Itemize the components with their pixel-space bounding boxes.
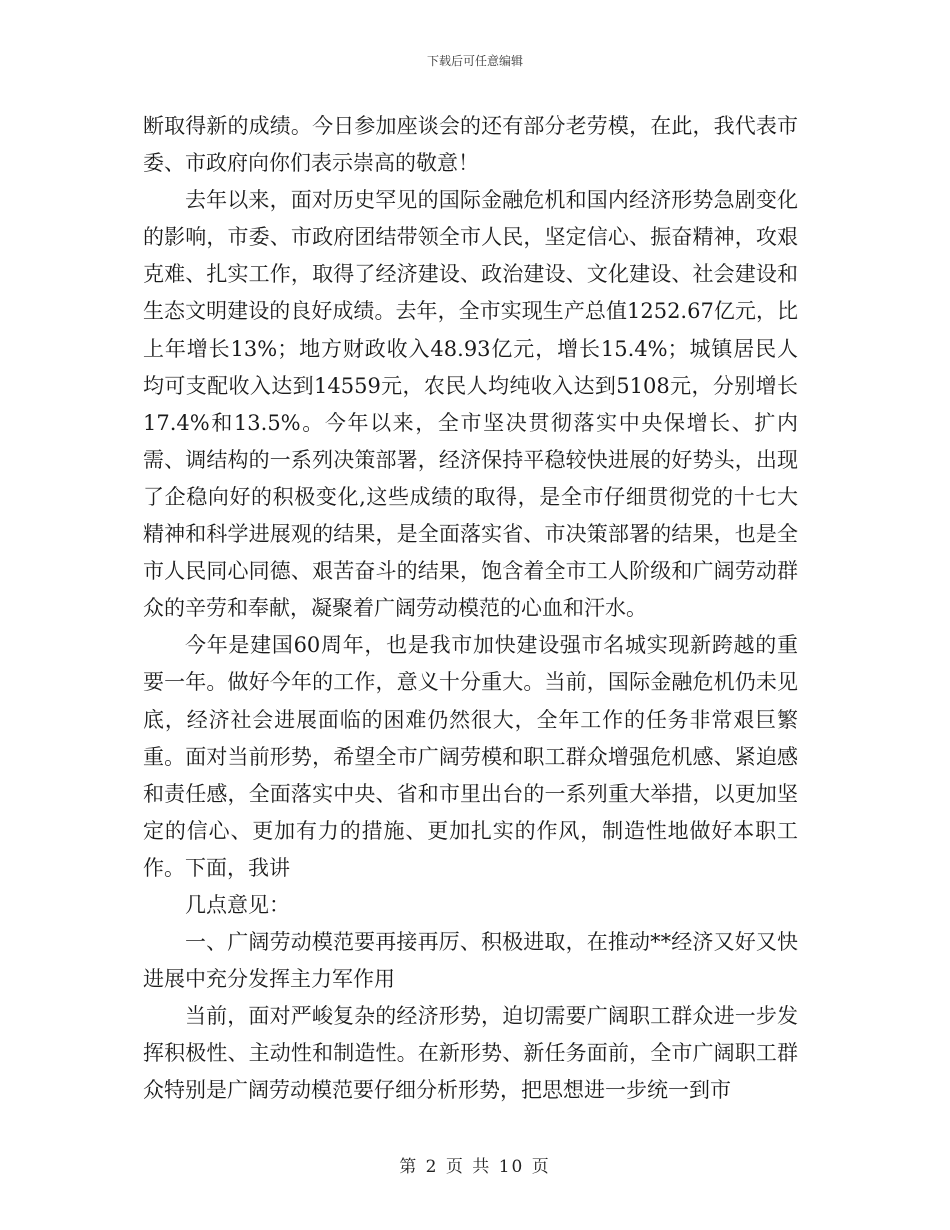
page-header-note: 下载后可任意编辑 [426, 54, 523, 68]
paragraph: 当前，面对严峻复杂的经济形势，迫切需要广阔职工群众进一步发挥积极性、主动性和制造性。在新形势、新任务面前，全市广阔职工群众特别是广阔劳动模范要仔细分析形势，把思想进一步统一到市 [143, 1004, 798, 1103]
section-heading: 一、广阔劳动模范要再接再厉、积极进取，在推动**经济又好又快进展中充分发挥主力军作用 [143, 930, 798, 992]
paragraph: 今年是建国60周年，也是我市加快建设强市名城实现新跨越的重要一年。做好今年的工作，意义十分重大。当前，国际金融危机仍未见底，经济社会进展面临的困难仍然很大，全年工作的任务非常艰巨繁重。面对当前形势，希望全市广阔劳模和职工群众增强危机感、紧迫感和责任感，全面落实中央、省和市里出台的一系列重大举措，以更加坚定的信心、更加有力的措施、更加扎实的作风，制造性地做好本职工作。下面，我讲 [143, 633, 798, 880]
document-body [143, 108, 798, 1110]
paragraph: 几点意见： [185, 892, 290, 917]
page-number: 第 2 页 共 10 页 [399, 1157, 551, 1177]
paragraph: 断取得新的成绩。今日参加座谈会的还有部分老劳模，在此，我代表市委、市政府向你们表示崇高的敬意！ [143, 114, 798, 176]
paragraph: 去年以来，面对历史罕见的国际金融危机和国内经济形势急剧变化的影响，市委、市政府团结带领全市人民，坚定信心、振奋精神，攻艰克难、扎实工作，取得了经济建设、政治建设、文化建设、社会建设和生态文明建设的良好成绩。去年，全市实现生产总值1252.67亿元，比上年增长13%；地方财政收入48.93亿元，增长15.4%；城镇居民人均可支配收入达到14559元，农民人均纯收入达到5108元，分别增长17.4%和13.5%。今年以来，全市坚决贯彻落实中央保增长、扩内需、调结构的一系列决策部署，经济保持平稳较快进展的好势头，出现了企稳向好的积极变化,这些成绩的取得，是全市仔细贯彻党的十七大精神和科学进展观的结果，是全面落实省、市决策部署的结果，也是全市人民同心同德、艰苦奋斗的结果，饱含着全市工人阶级和广阔劳动群众的辛劳和奉献，凝聚着广阔劳动模范的心血和汗水。 [143, 188, 798, 621]
